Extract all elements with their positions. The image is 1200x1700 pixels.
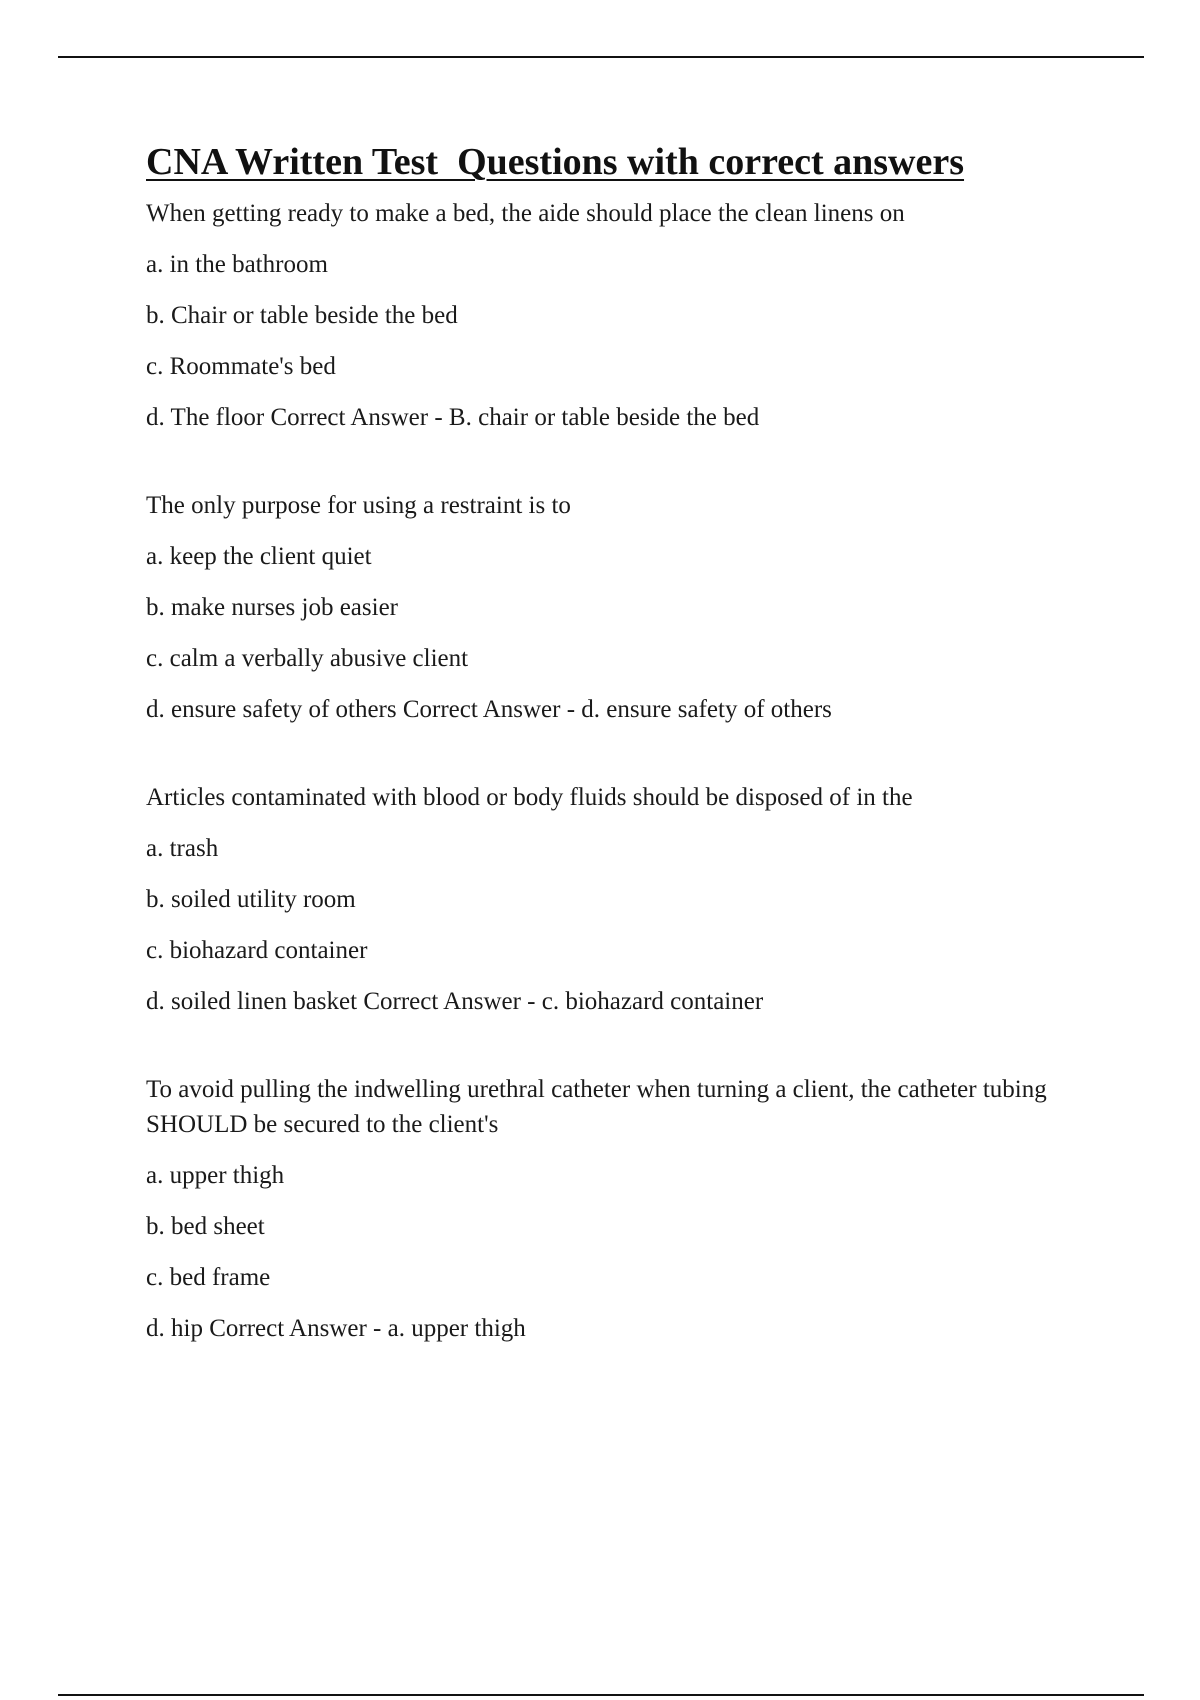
answer-option-b: b. make nurses job easier — [146, 593, 399, 621]
answer-option-b: b. bed sheet — [146, 1212, 265, 1240]
question-stem: When getting ready to make a bed, the aide should place the clean linens on — [146, 199, 905, 227]
answer-option-c: c. calm a verbally abusive client — [146, 644, 469, 672]
question-stem: To avoid pulling the indwelling urethral catheter when turning a client, the catheter tubing SHOULD be secured to the client's — [146, 1075, 1047, 1138]
footer-rule — [58, 1694, 1144, 1696]
answer-option-b: b. soiled utility room — [146, 885, 356, 913]
answer-option-a: a. keep the client quiet — [146, 542, 372, 570]
answer-option-c: c. bed frame — [146, 1263, 271, 1291]
header-rule — [58, 56, 1144, 58]
answer-option-c: c. biohazard container — [146, 936, 368, 964]
page-title: CNA Written Test Questions with correct answers — [146, 141, 965, 183]
answer-option-a: a. upper thigh — [146, 1161, 285, 1189]
answer-option-b: b. Chair or table beside the bed — [146, 301, 458, 329]
answer-option-d-with-correct-answer: d. hip Correct Answer - a. upper thigh — [146, 1314, 526, 1342]
answer-option-a: a. trash — [146, 834, 219, 862]
question-1 — [146, 196, 1096, 435]
document-body — [146, 140, 1096, 1346]
answer-option-d-with-correct-answer: d. ensure safety of others Correct Answer - d. ensure safety of others — [146, 695, 832, 723]
question-4 — [146, 1072, 1096, 1346]
question-3 — [146, 780, 1096, 1019]
question-2 — [146, 488, 1096, 727]
answer-option-c: c. Roommate's bed — [146, 352, 336, 380]
answer-option-d-with-correct-answer: d. The floor Correct Answer - B. chair or table beside the bed — [146, 403, 760, 431]
answer-option-d-with-correct-answer: d. soiled linen basket Correct Answer - c. biohazard container — [146, 987, 764, 1015]
question-stem: Articles contaminated with blood or body fluids should be disposed of in the — [146, 783, 913, 811]
question-stem: The only purpose for using a restraint is to — [146, 491, 571, 519]
answer-option-a: a. in the bathroom — [146, 250, 328, 278]
